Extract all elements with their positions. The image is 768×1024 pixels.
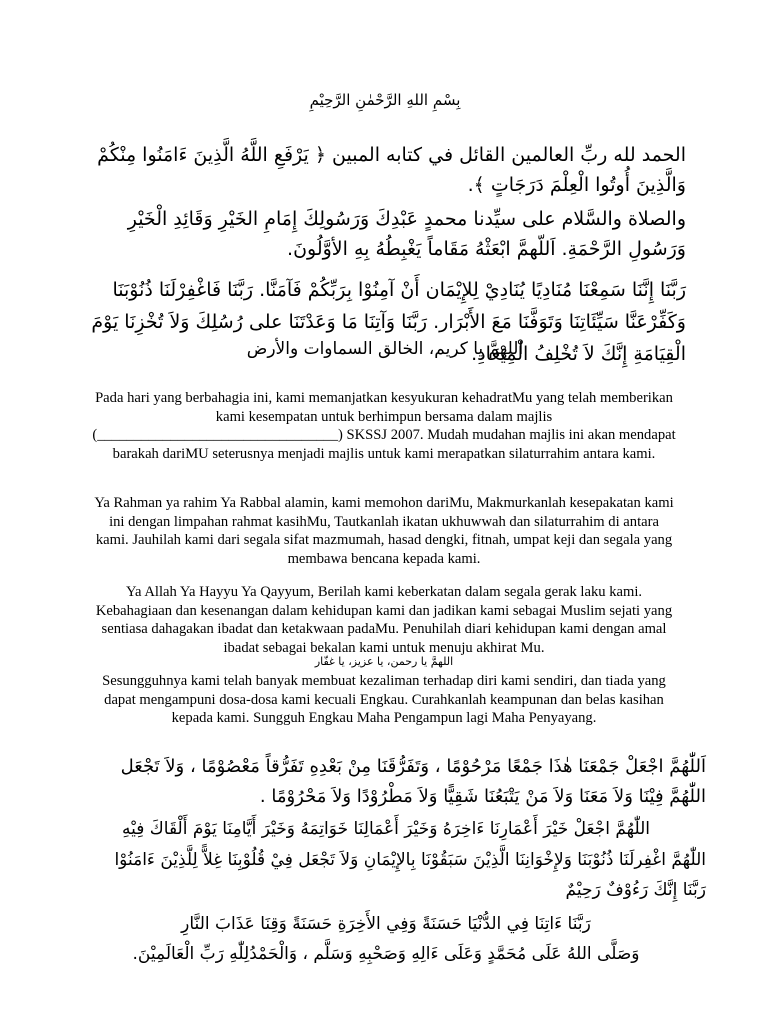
arabic-invocation-small: اللهمَّ يا رحمن، يا عزيز، يا غفّار — [314, 655, 454, 668]
malay-paragraph-2: Ya Rahman ya rahim Ya Rabbal alamin, kami memohon dariMu, Makmurkanlah kesepakatan kami ini dengan limpahan rahmat kasihMu, Tautkanlah ikatan ukhuwwah dan silaturrahim di antara kami. Jauhilah kami dari segala sifat mazmumah, hasad dengki, fitnah, umpat keji dan segala yang membawa bencana kepada kami. — [94, 495, 674, 567]
closing-prayer-line-2: اللّٰهُمَّ اجْعَلْ خَيْرَ أَعْمَارِنَا ءَاخِرَهُ وَخَيْرَ أَعْمَالِنَا خَوَاتِمَهُ وَخَيْرَ أَيَّامِنَا يَوْمَ أَلْقَاكَ فِيْهِ — [121, 819, 651, 839]
closing-prayer-line-1: اَللّٰهُمَّ اجْعَلْ جَمْعَنَا هٰذَا جَمْعًا مَرْحُوْمًا ، وَتَفَرُّقَنَا مِنْ بَعْدِهِ تَفَرُّقاً مَعْصُوْمًا ، وَلاَ تَجْعَل اللّٰهُمَّ فِيْنَا وَلاَ مَعَنَا وَلاَ مَنْ يَتْبَعُنَا شَقِيًّا وَلاَ مَطْرُوْدًا وَلاَ مَحْرُوْمًا . — [120, 756, 706, 807]
closing-prayer-line-3: اللّٰهُمَّ اغْفِرلَنَا ذُنُوْبَنَا وَلإِخْوَانِنَا الَّذِيْنَ سَبَقُوْنَا بِالإِيْمَانِ وَلاَ تَجْعَل فِيْ قُلُوْبِنَا غِلاًّ لِلَّذِيْنَ ءَامَنُوْا رَبَّنَا إِنَّكَ رَءُوْفٌ رَحِيْمٌ — [114, 850, 706, 900]
opening-prayer-line: رَبَّنَا إِنَّنَا سَمِعْنَا مُنَادِيًا يُنَادِيْ لِلإِيْمَان أَنْ آمِنُوْا بِرَبِّكُمْ فَآمَنَّا. رَبَّنَا فَاغْفِرْلَنَا ذُنُوْبَنَا وَكَفِّرْعَنَّا سَيِّئَاتِنَا وَتَوَفَّنَا مَعَ الأَبْرَار. رَبَّنَا وَآتِنَا مَا وَعَدْتَنَا على رُسُلِكَ وَلاَ تُخْزِنَا يَوْمَ الْقِيَامَةِ إِنَّكَ لاَ تُخْلِفُ الْمِيْعَادِ. — [91, 279, 686, 365]
opening-invocation-line: اللهمَّ يا كريم، الخالق السماوات والأرض — [246, 339, 524, 359]
closing-prayer-line-4: رَبَّنَا ءَاتِنَا فِي الدُّنْيَا حَسَنَةً وَفِي الأَخِرَةِ حَسَنَةً وَقِنَا عَذَابَ النَّارِ — [181, 914, 591, 934]
malay-paragraph-3: Ya Allah Ya Hayyu Ya Qayyum, Berilah kami keberkatan dalam segala gerak laku kami. Kebahagiaan dan kesenangan dalam kehidupan kami dan jadikan kami sebagai Muslim sejati yang sentiasa dahagakan ibadat dan ketakwaan padaMu. Penuhilah diari kehidupan kami dengan amal ibadat sebagai bekalan kami untuk menuju akhirat Mu. — [95, 584, 673, 656]
opening-salawat-line: والصلاة والسَّلام على سيِّدنا محمدٍ عَبْدِكَ وَرَسُولِكَ إِمَامِ الخَيْرِ وَقَائِدِ الْخَيْرِ وَرَسُولِ الرَّحْمَةِ. اَللّهمَّ ابْعَثْهُ مَقَاماً يَغْبِطُهُ بِهِ الأوَّلُونَ. — [127, 208, 686, 260]
malay-paragraph-4: Sesungguhnya kami telah banyak membuat kezaliman terhadap diri kami sendiri, dan tiada yang dapat mengampuni dosa-dosa kami kecuali Engkau. Curahkanlah keampunan dan belas kasihan kepada kami. Sungguh Engkau Maha Pengampun lagi Maha Penyayang. — [102, 673, 666, 727]
bismillah-heading: بِسْمِ اللهِ الرَّحْمٰنِ الرَّحِيْمِ — [309, 91, 461, 109]
malay-paragraph-1: Pada hari yang berbahagia ini, kami memanjatkan kesyukuran kehadratMu yang telah memberikan kami kesempatan untuk berhimpun bersama dalam majlis (_________________________________) SKSSJ 2007. Mudah mudahan majlis ini akan mendapat barakah dariMU seterusnya menjadi majlis untuk kami merapatkan silaturrahim antara kami. — [92, 390, 676, 462]
opening-praise-line: الحمد لله ربِّ العالمين القائل في كتابه المبين ﴿ يَرْفَعِ اللَّهُ الَّذِينَ ءَامَنُوا مِنْكُمْ وَالَّذِينَ أُوتُوا الْعِلْمَ دَرَجَاتٍ ﴾. — [97, 144, 686, 196]
closing-prayer-line-5: وَصَلَّى اللهُ عَلَى مُحَمَّدٍ وَعَلَى ءَالِهِ وَصَحْبِهِ وَسَلَّم ، وَالْحَمْدُلِلّٰهِ رَبِّ الْعَالَمِيْنَ. — [132, 944, 640, 964]
